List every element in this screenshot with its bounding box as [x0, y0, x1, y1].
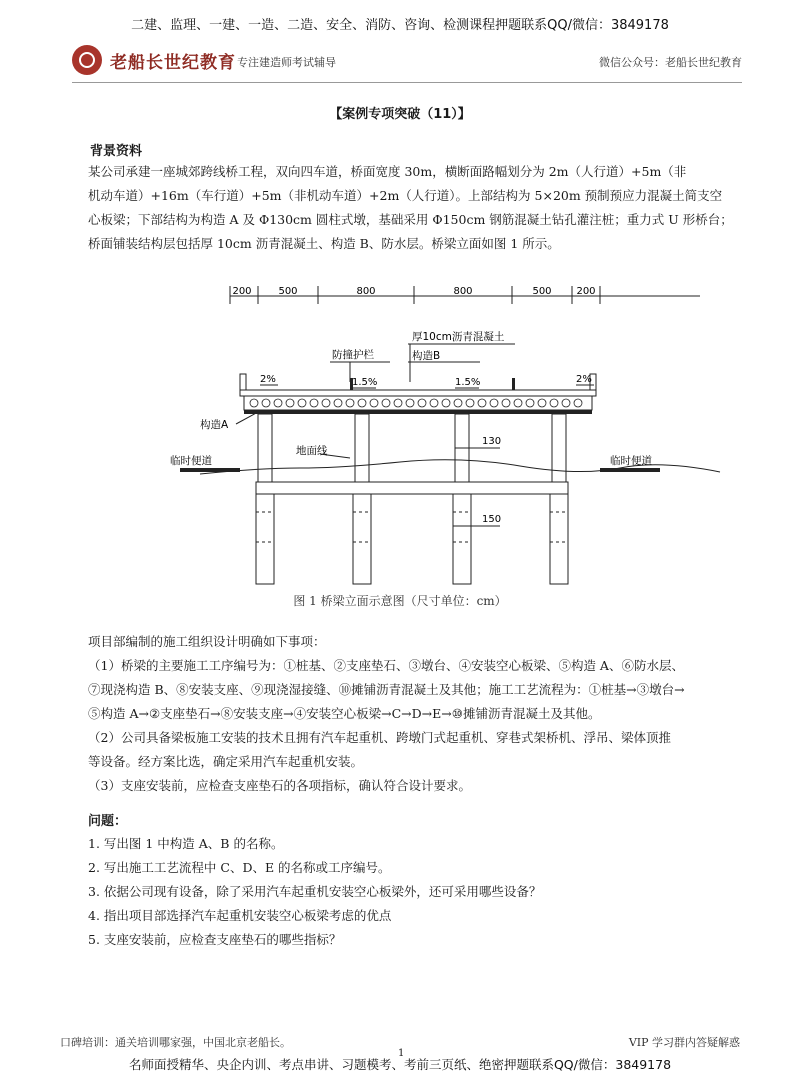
slope-right: 2% [576, 374, 592, 385]
slope-mid-right: 1.5% [455, 377, 481, 388]
background-line: 机动车道）+16m（车行道）+5m（非机动车道）+2m（人行道）。上部结构为 5×20m 预制预应力混凝土简支空 [88, 188, 723, 203]
page-title: 【案例专项突破（11）】 [329, 107, 471, 122]
background-text [88, 160, 734, 256]
dim-label: 800 [356, 286, 376, 297]
plan-line: （3）支座安装前，应检查支座垫石的各项指标，确认符合设计要求。 [88, 778, 471, 793]
label-structure-a: 构造A [200, 419, 229, 431]
plan-intro: 项目部编制的施工组织设计明确如下事项： [88, 634, 326, 649]
top-banner: 二建、监理、一建、一造、二造、安全、消防、咨询、检测课程押题联系QQ/微信：3849178 [131, 18, 669, 33]
slope-mid-left: 1.5% [352, 377, 378, 388]
question-item: 3. 依据公司现有设备，除了采用汽车起重机安装空心板梁外，还可采用哪些设备？ [88, 884, 542, 899]
dim-pier-diameter: 130 [482, 436, 502, 447]
plan-line: （2）公司具备梁板施工安装的技术且拥有汽车起重机、跨墩门式起重机、穿巷式架桥机、浮吊、梁体顶推 [88, 730, 671, 745]
question-item: 2. 写出施工工艺流程中 C、D、E 的名称或工序编号。 [88, 860, 391, 875]
label-road-left: 临时便道 [170, 455, 212, 467]
question-item: 4. 指出项目部选择汽车起重机安装空心板梁考虑的优点 [88, 908, 392, 923]
background-line: 某公司承建一座城郊跨线桥工程，双向四车道，桥面宽度 30m，横断面路幅划分为 2m（人行道）+5m（非 [88, 164, 687, 179]
dim-label: 200 [232, 286, 252, 297]
dim-label: 800 [453, 286, 473, 297]
page-header [72, 42, 742, 82]
figure-caption: 图 1 桥梁立面示意图（尺寸单位：cm） [293, 594, 507, 608]
wechat-account: 微信公众号：老船长世纪教育 [599, 56, 742, 69]
dim-label: 500 [532, 286, 552, 297]
label-guardrail: 防撞护栏 [332, 349, 374, 361]
label-structure-b: 构造B [412, 350, 441, 362]
plan-line: ⑦现浇构造 B、⑧安装支座、⑨现浇湿接缝、⑩摊铺沥青混凝土及其他；施工工艺流程为：①桩基→③墩台→ [88, 682, 685, 697]
background-line: 心板梁；下部结构为构造 A 及 Φ130cm 圆柱式墩，基础采用 Φ150cm 钢筋混凝土钻孔灌注桩；重力式 U 形桥台； [88, 212, 733, 227]
footer-slogan: 口碑培训：通关培训哪家强，中国北京老船长。 [60, 1036, 291, 1049]
dim-label: 500 [278, 286, 298, 297]
dim-label: 200 [576, 286, 596, 297]
plan-line: ⑤构造 A→②支座垫石→⑧安装支座→④安装空心板梁→C→D→E→⑩摊铺沥青混凝土及其他。 [88, 706, 601, 721]
slope-left: 2% [260, 374, 276, 385]
questions-heading: 问题： [88, 814, 128, 829]
question-item: 1. 写出图 1 中构造 A、B 的名称。 [88, 836, 284, 851]
background-heading: 背景资料 [90, 144, 143, 159]
plan-line: （1）桥梁的主要施工工序编号为：①桩基、②支座垫石、③墩台、④安装空心板梁、⑤构造 A、⑥防水层、 [88, 658, 684, 673]
plan-line: 等设备。经方案比选，确定采用汽车起重机安装。 [88, 754, 364, 769]
plan-text [88, 630, 734, 798]
label-asphalt: 厚10cm沥青混凝土 [412, 331, 505, 343]
question-item: 5. 支座安装前，应检查支座垫石的哪些指标？ [88, 932, 342, 947]
bridge-elevation-diagram [170, 282, 720, 582]
dim-pile-diameter: 150 [482, 514, 502, 525]
page-number: 1 [398, 1048, 405, 1059]
slogan: 专注建造师考试辅导 [237, 56, 336, 69]
footer-vip: VIP 学习群内答疑解惑 [628, 1036, 740, 1049]
ship-wheel-icon [72, 45, 102, 75]
header-divider [72, 82, 742, 83]
label-ground: 地面线 [296, 445, 328, 457]
logo-text: 老船长世纪教育 [110, 52, 236, 73]
bottom-banner: 名师面授精华、央企内训、考点串讲、习题模考、考前三页纸、绝密押题联系QQ/微信：3849178 [128, 1057, 672, 1072]
background-line: 桥面铺装结构层包括厚 10cm 沥青混凝土、构造 B、防水层。桥梁立面如图 1 所示。 [88, 236, 560, 251]
label-road-right: 临时便道 [610, 455, 652, 467]
